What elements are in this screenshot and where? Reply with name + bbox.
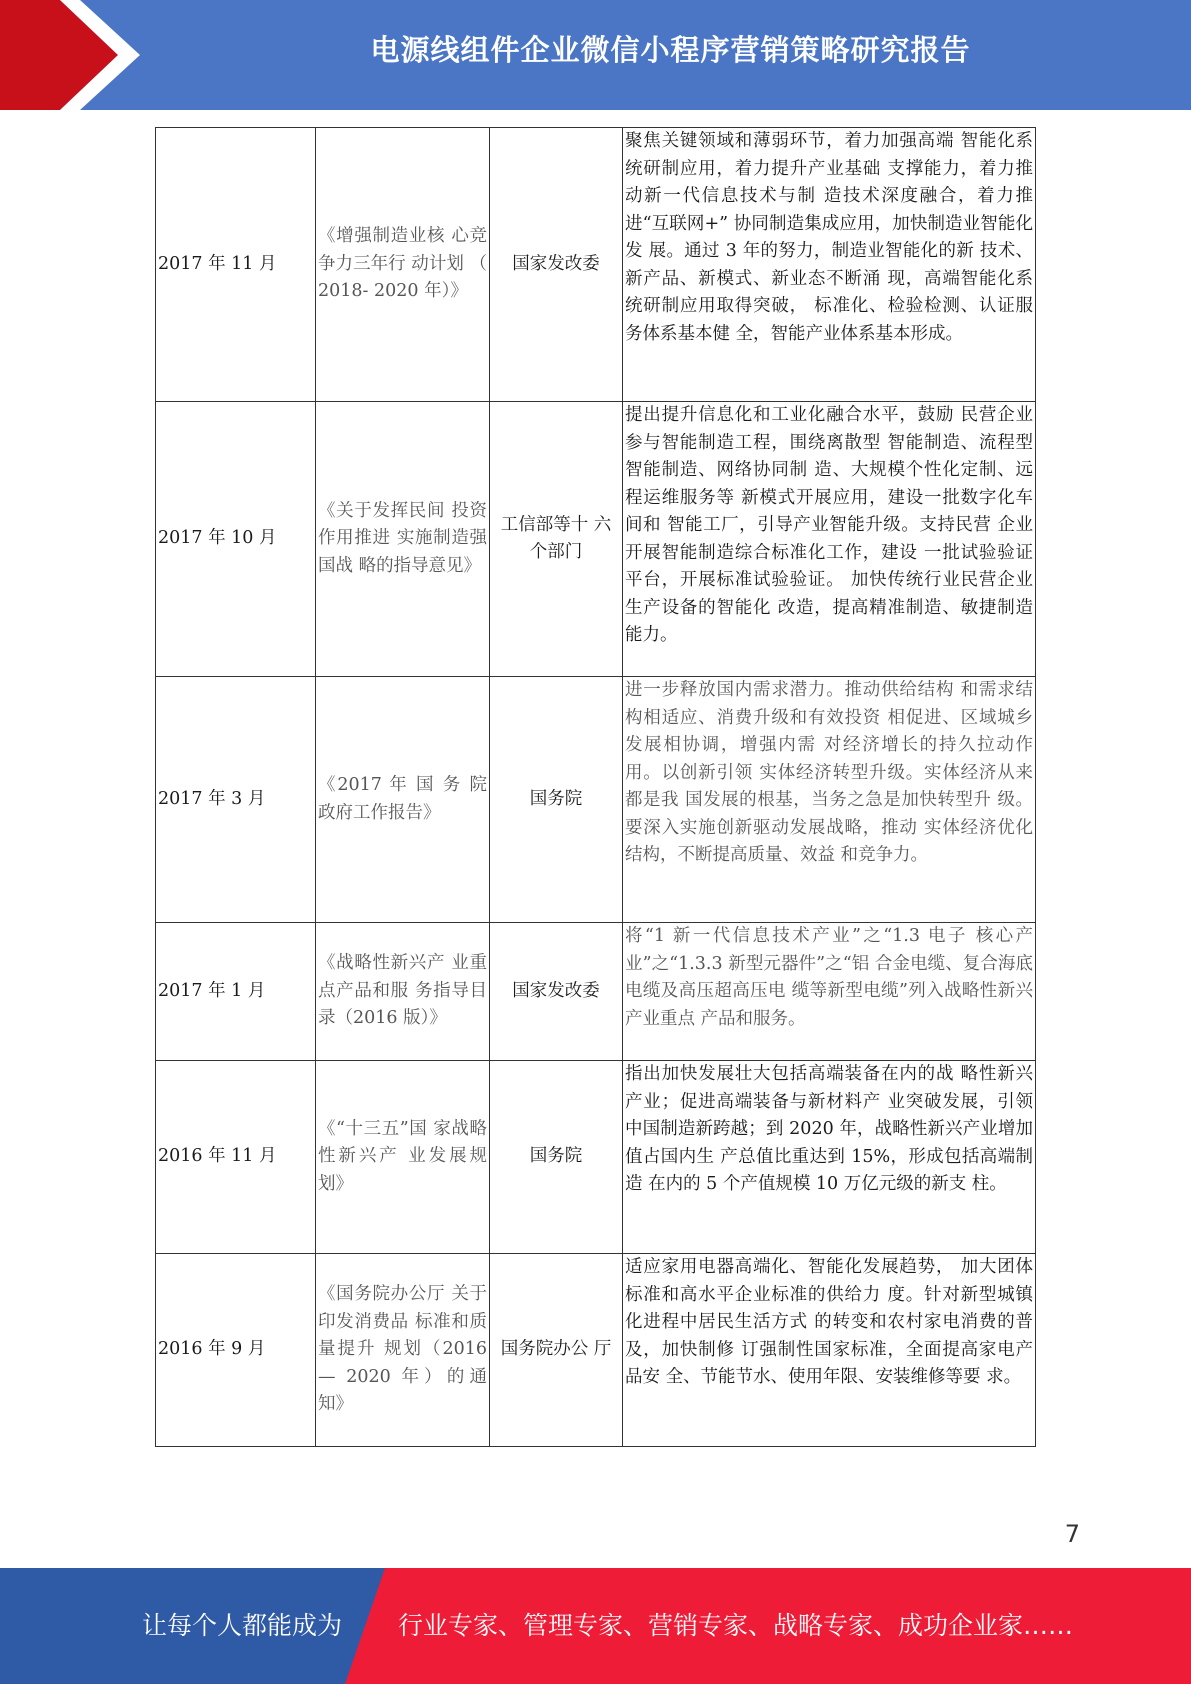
header-arrow-accent [0,0,160,110]
content-cell: 进一步释放国内需求潜力。推动供给结构 和需求结构相适应、消费升级和有效投资 相促进、区域城乡发展相协调，增强内需 对经济增长的持久拉动作用。以创新引领 实体经济转型升级。实体经济从来都是我 国发展的根基，当务之急是加快转型升 级。要深入实施创新驱动发展战略，推动 实体经济优化结构，不断提高质量、效益 和竞争力。 [623,677,1036,923]
page-footer [0,1568,1191,1684]
department-cell: 国务院 [490,677,623,923]
table-row [156,1061,1036,1254]
document-cell: 《2017 年 国 务 院 政府工作报告》 [316,677,490,923]
content-cell: 将“1 新一代信息技术产业”之“1.3 电子 核心产业”之“1.3.3 新型元器件”之“铝 合金电缆、复合海底电缆及高压超高压电 缆等新型电缆”列入战略性新兴产业重点 产品和服务。 [623,923,1036,1061]
footer-slogan-left: 让每个人都能成为 [142,1611,343,1640]
department-cell: 国家发改委 [490,923,623,1061]
footer-slogan-right: 行业专家、管理专家、营销专家、战略专家、成功企业家…… [398,1611,1074,1640]
page-number: 7 [1064,1520,1080,1548]
date-cell: 2017 年 10 月 [156,402,316,677]
policy-table [155,127,1036,1447]
date-cell: 2017 年 1 月 [156,923,316,1061]
document-cell: 《增强制造业核 心竞争力三年行 动计划 （ 2018- 2020 年）》 [316,128,490,402]
department-cell: 工信部等十 六个部门 [490,402,623,677]
document-cell: 《“十三五”国 家战略性新兴产 业发展规划》 [316,1061,490,1254]
content-cell: 聚焦关键领域和薄弱环节，着力加强高端 智能化系统研制应用，着力提升产业基础 支撑能力，着力推动新一代信息技术与制 造技术深度融合，着力推进“互联网+” 协同制造集成应用，加快制造业智能化发 展。通过 3 年的努力，制造业智能化的新 技术、新产品、新模式、新业态不断涌 现，高端智能化系统研制应用取得突破， 标准化、检验检测、认证服务体系基本健 全，智能产业体系基本形成。 [623,128,1036,402]
department-cell: 国务院办公 厅 [490,1254,623,1447]
content-cell: 指出加快发展壮大包括高端装备在内的战 略性新兴产业；促进高端装备与新材料产 业突破发展，引领中国制造新跨越；到 2020 年，战略性新兴产业增加值占国内生 产总值比重达到 15%，形成包括高端制造 在内的 5 个产值规模 10 万亿元级的新支 柱。 [623,1061,1036,1254]
report-title: 电源线组件企业微信小程序营销策略研究报告 [370,33,971,67]
table-row [156,128,1036,402]
table-row [156,1254,1036,1447]
document-cell: 《战略性新兴产 业重点产品和服 务指导目录（2016 版）》 [316,923,490,1061]
department-cell: 国务院 [490,1061,623,1254]
page-header [0,0,1191,110]
document-cell: 《关于发挥民间 投资作用推进 实施制造强国战 略的指导意见》 [316,402,490,677]
date-cell: 2016 年 11 月 [156,1061,316,1254]
date-cell: 2017 年 3 月 [156,677,316,923]
table-row [156,402,1036,677]
table-row [156,923,1036,1061]
date-cell: 2017 年 11 月 [156,128,316,402]
content-cell: 适应家用电器高端化、智能化发展趋势， 加大团体标准和高水平企业标准的供给力 度。针对新型城镇化进程中居民生活方式 的转变和农村家电消费的普及，加快制修 订强制性国家标准，全面提高家电产品安 全、节能节水、使用年限、安装维修等要 求。 [623,1254,1036,1447]
date-cell: 2016 年 9 月 [156,1254,316,1447]
department-cell: 国家发改委 [490,128,623,402]
table-row [156,677,1036,923]
content-cell: 提出提升信息化和工业化融合水平，鼓励 民营企业参与智能制造工程，围绕离散型 智能制造、流程型智能制造、网络协同制 造、大规模个性化定制、远程运维服务等 新模式开展应用，建设一批数字化车间和 智能工厂，引导产业智能升级。支持民营 企业开展智能制造综合标准化工作，建设 一批试验验证平台，开展标准试验验证。 加快传统行业民营企业生产设备的智能化 改造，提高精准制造、敏捷制造能力。 [623,402,1036,677]
document-cell: 《国务院办公厅 关于印发消费品 标准和质量提升 规划（2016— 2020 年）的通 知》 [316,1254,490,1447]
